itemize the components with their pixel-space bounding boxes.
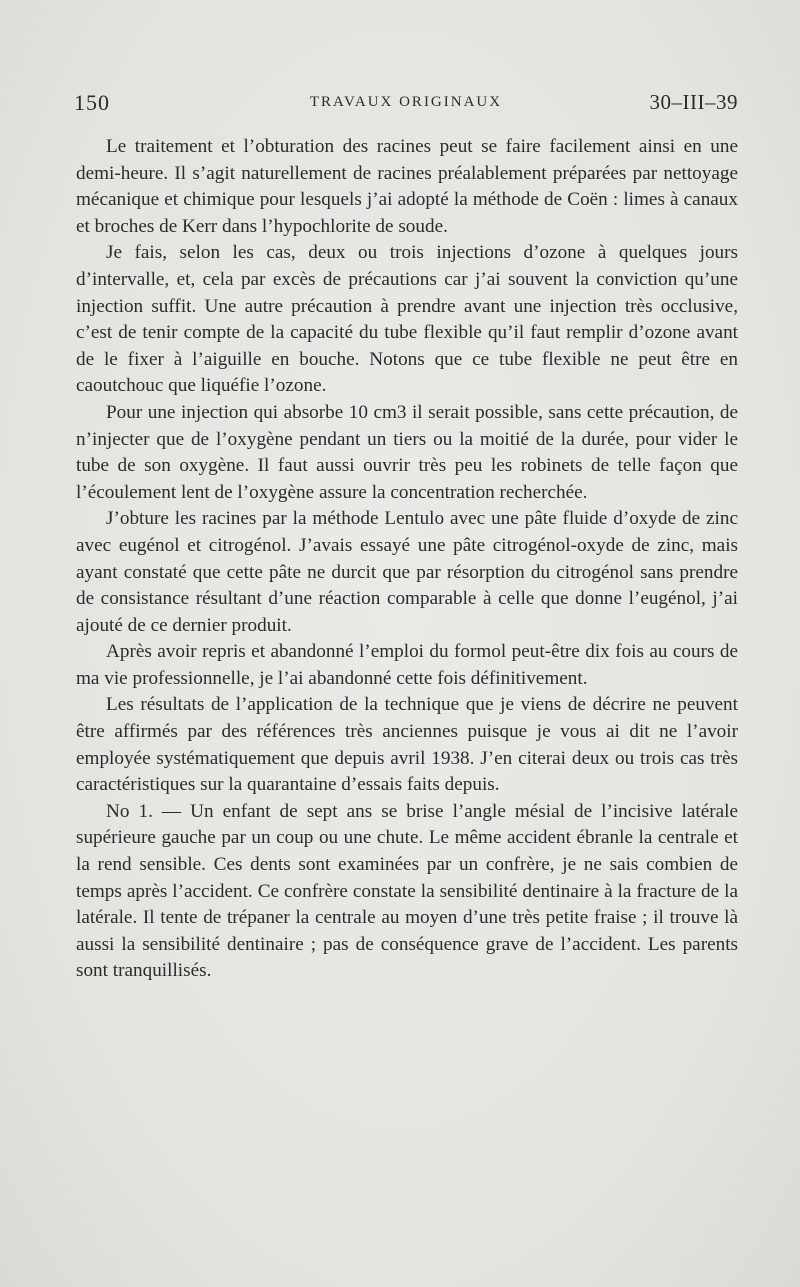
- running-title: TRAVAUX ORIGINAUX: [309, 94, 503, 110]
- paragraph: J’obture les racines par la méthode Lentulo avec une pâte fluide d’oxyde de zinc avec eugénol et citrogénol. J’avais essayé une pâte citrogénol-oxyde de zinc, mais ayant constaté que cette pâte ne durcit que par résorption du citrogénol sans prendre de consistance résultant d’une réaction comparable à celle que donne l’eugénol, j’ai ajouté de ce dernier produit.: [76, 508, 738, 636]
- article-body: [76, 134, 738, 985]
- paragraph: Le traitement et l’obturation des racines peut se faire facilement ainsi en une demi-heure. Il s’agit naturellement de racines préalablement préparées par nettoyage mécanique et chimique pour lesquels j’ai adopté la méthode de Coën : limes à canaux et broches de Kerr dans l’hypochlorite de soude.: [76, 136, 738, 237]
- issue-date: 30–III–39: [649, 90, 738, 114]
- paragraph: Après avoir repris et abandonné l’emploi du formol peut-être dix fois au cours de ma vie professionnelle, je l’ai abandonné cette fois définitivement.: [76, 641, 738, 689]
- paragraph: Pour une injection qui absorbe 10 cm3 il serait possible, sans cette précaution, de n’injecter que de l’oxygène pendant un tiers ou la moitié de la durée, pour vider le tube de son oxygène. Il faut aussi ouvrir très peu les robinets de telle façon que l’écoulement lent de l’oxygène assure la concentration recherchée.: [76, 401, 738, 503]
- paragraph: Les résultats de l’application de la technique que je viens de décrire ne peuvent être affirmés par des références très anciennes puisque je vous ai dit ne l’avoir employée systématiquement que depuis avril 1938. J’en citerai deux ou trois cas très caractéristiques sur la quarantaine d’essais faits depuis.: [76, 694, 738, 796]
- paragraph: Je fais, selon les cas, deux ou trois injections d’ozone à quelques jours d’intervalle, et, cela par excès de précautions car j’ai souvent la conviction qu’une injection suffit. Une autre précaution à prendre avant une injection très occlusive, c’est de tenir compte de la capacité du tube flexible qu’il faut remplir d’ozone avant de le fixer à l’aiguille en bouche. Notons que ce tube flexible ne peut être en caoutchouc que liquéfie l’ozone.: [76, 242, 738, 397]
- page-number: 150: [74, 90, 110, 115]
- paragraph: No 1. — Un enfant de sept ans se brise l’angle mésial de l’incisive latérale supérieure gauche par un coup ou une chute. Le même accident ébranle la centrale et la rend sensible. Ces dents sont examinées par un confrère, je ne sais combien de temps après l’accident. Ce confrère constate la sensibilité dentinaire à la fracture de la latérale. Il tente de trépaner la centrale au moyen d’une très petite fraise ; il trouve là aussi la sensibilité dentinaire ; pas de conséquence grave de l’accident. Les parents sont tranquillisés.: [76, 800, 738, 982]
- running-head: [74, 90, 738, 120]
